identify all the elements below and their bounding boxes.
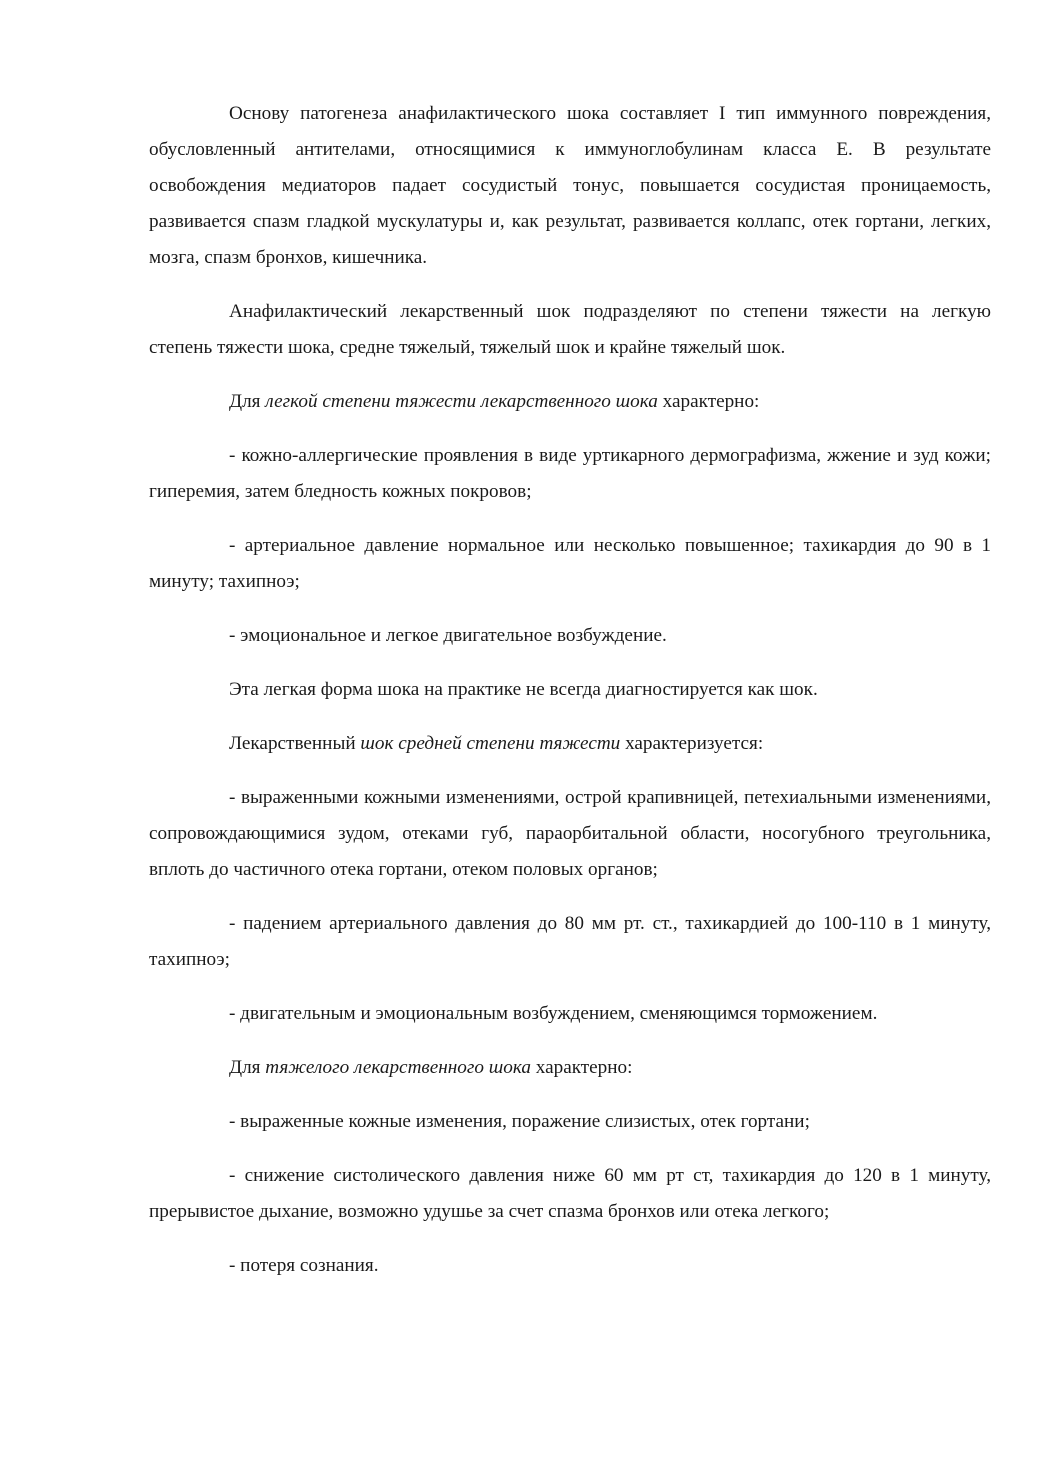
paragraph-mild-note bbox=[149, 672, 991, 708]
paragraph-text: - падением артериального давления до 80 мм рт. ст., тахикардией до 100-110 в 1 минуту, тахипноэ; bbox=[149, 913, 991, 970]
paragraph-mild-shock-heading bbox=[149, 384, 991, 420]
paragraph-text: - снижение систолического давления ниже 60 мм рт ст, тахикардия до 120 в 1 минуту, прерывистое дыхание, возможно удушье за счет спазма бронхов или отека легкого; bbox=[149, 1165, 991, 1222]
paragraph-text: - выраженные кожные изменения, поражение слизистых, отек гортани; bbox=[229, 1111, 810, 1132]
list-item-mild-pressure bbox=[149, 528, 991, 600]
paragraph-text: - выраженными кожными изменениями, острой крапивницей, петехиальными изменениями, сопровождающимися зудом, отеками губ, параорбитальной области, носогубного треугольника, вплоть до частичного отека гортани, отеком половых органов; bbox=[149, 787, 991, 880]
paragraph-italic-term: легкой степени тяжести лекарственного шока bbox=[265, 391, 658, 412]
paragraph-moderate-shock-heading bbox=[149, 726, 991, 762]
paragraph-severe-shock-heading bbox=[149, 1050, 991, 1086]
paragraph-text: Лекарственный bbox=[229, 733, 361, 754]
list-item-severe-consciousness bbox=[149, 1248, 991, 1284]
paragraph-text: Анафилактический лекарственный шок подразделяют по степени тяжести на легкую степень тяжести шока, средне тяжелый, тяжелый шок и крайне тяжелый шок. bbox=[149, 301, 991, 358]
paragraph-italic-term: шок средней степени тяжести bbox=[360, 733, 621, 754]
paragraph-text: Для bbox=[229, 391, 266, 412]
paragraph-text: Для bbox=[229, 1057, 266, 1078]
paragraph-text: - эмоциональное и легкое двигательное возбуждение. bbox=[229, 625, 667, 646]
list-item-moderate-pressure bbox=[149, 906, 991, 978]
paragraph-text: Эта легкая форма шока на практике не всегда диагностируется как шок. bbox=[229, 679, 818, 700]
paragraph-severity-classification bbox=[149, 294, 991, 366]
paragraph-text: - двигательным и эмоциональным возбуждением, сменяющимся торможением. bbox=[229, 1003, 878, 1024]
paragraph-pathogenesis bbox=[149, 96, 991, 276]
paragraph-text: - артериальное давление нормальное или несколько повышенное; тахикардия до 90 в 1 минуту; тахипноэ; bbox=[149, 535, 991, 592]
document-body bbox=[149, 96, 991, 1302]
paragraph-text: характеризуется: bbox=[620, 733, 764, 754]
paragraph-text: Основу патогенеза анафилактического шока составляет I тип иммунного повреждения, обусловленный антителами, относящимися к иммуноглобулинам класса Е. В результате освобождения медиаторов падает сосудистый тонус, повышается сосудистая проницаемость, развивается спазм гладкой мускулатуры и, как результат, развивается коллапс, отек гортани, легких, мозга, спазм бронхов, кишечника. bbox=[149, 103, 991, 268]
list-item-severe-pressure bbox=[149, 1158, 991, 1230]
paragraph-text: характерно: bbox=[530, 1057, 633, 1078]
paragraph-text: - кожно-аллергические проявления в виде уртикарного дермографизма, жжение и зуд кожи; гиперемия, затем бледность кожных покровов; bbox=[149, 445, 991, 502]
list-item-mild-excitation bbox=[149, 618, 991, 654]
list-item-moderate-skin bbox=[149, 780, 991, 888]
paragraph-text: - потеря сознания. bbox=[229, 1255, 379, 1276]
paragraph-italic-term: тяжелого лекарственного шока bbox=[265, 1057, 531, 1078]
list-item-mild-skin bbox=[149, 438, 991, 510]
list-item-moderate-excitation bbox=[149, 996, 991, 1032]
list-item-severe-skin bbox=[149, 1104, 991, 1140]
paragraph-text: характерно: bbox=[657, 391, 760, 412]
